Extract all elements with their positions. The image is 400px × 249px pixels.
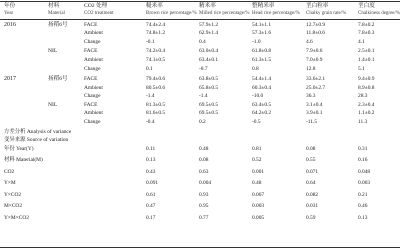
value-chalky-grain: 11.8±0.6 — [306, 30, 325, 36]
value-chalkiness: 2.5±0.1 — [358, 48, 375, 54]
header-chalkiness: 垩白度 Chalkiness degree/% — [358, 3, 400, 16]
value-chalky-grain: 3.1±0.4 — [306, 102, 323, 108]
co2-label: Ambient — [84, 85, 103, 91]
value-chalkiness: 9.4±0.9 — [358, 76, 375, 82]
anova-p-head-rice: 0.52 — [252, 157, 262, 163]
anova-p-chalkiness: 0.46 — [358, 203, 368, 209]
header-co2-treatment: CO2 处理 CO2 treatment — [84, 3, 114, 16]
anova-p-brown-rice: 0.11 — [146, 146, 156, 152]
anova-p-brown-rice: 0.43 — [146, 169, 156, 175]
value-chalky-grain: 7.9±0.6 — [306, 48, 323, 54]
value-milled-rice: 63.8±0.5 — [199, 76, 219, 82]
value-head-rice: 64.2±0.2 — [252, 110, 272, 116]
value-head-rice: 63.4±0.5 — [252, 102, 272, 108]
value-head-rice: -0.5 — [252, 119, 261, 125]
value-head-rice: 54.4±1.4 — [252, 76, 272, 82]
value-chalkiness: 7.8±0.2 — [358, 22, 375, 28]
value-head-rice: 57.3±1.6 — [252, 30, 272, 36]
co2-label: FACE — [84, 76, 98, 82]
value-chalky-grain: 4.6 — [306, 39, 313, 45]
value-milled-rice: -0.7 — [199, 66, 208, 72]
anova-p-brown-rice: 0.61 — [146, 192, 156, 198]
header-brown-rice: 糙米率 Brown rice percentage/% — [146, 3, 197, 16]
co2-label: Change — [84, 119, 101, 125]
co2-label: FACE — [84, 48, 98, 54]
co2-label: Change — [84, 39, 101, 45]
material-label: 扬稻6号 — [48, 76, 68, 82]
value-head-rice: -1.0 — [252, 39, 261, 45]
value-chalkiness: 8.9±0.8 — [358, 85, 375, 91]
value-head-rice: 0.8 — [252, 66, 259, 72]
anova-p-milled-rice: 0.95 — [199, 203, 209, 209]
top-rule — [0, 1, 400, 2]
anova-p-chalkiness: 0.21 — [358, 192, 368, 198]
value-milled-rice: 62.9±1.4 — [199, 30, 219, 36]
value-brown-rice: -0.4 — [146, 119, 155, 125]
value-milled-rice: 57.9±1.2 — [199, 22, 219, 28]
value-brown-rice: 74.2±0.4 — [146, 48, 166, 54]
anova-p-head-rice: 0.81 — [252, 146, 262, 152]
co2-label: FACE — [84, 22, 98, 28]
value-brown-rice: 81.3±0.5 — [146, 102, 166, 108]
value-chalkiness: 4.1 — [358, 39, 365, 45]
co2-label: FACE — [84, 102, 98, 108]
anova-p-milled-rice: 0.77 — [199, 215, 209, 221]
anova-p-chalky-grain: 0.071 — [306, 169, 319, 175]
anova-p-chalkiness: 0.16 — [358, 157, 368, 163]
anova-p-chalkiness: 0.13 — [358, 215, 368, 221]
header-head-rice: 整精米率 Head rice percentage/% — [252, 3, 300, 16]
value-milled-rice: 0.2 — [199, 119, 206, 125]
anova-p-chalkiness: 0.31 — [358, 146, 368, 152]
value-brown-rice: 80.5±0.6 — [146, 85, 166, 91]
material-label: 扬稻6号 — [48, 22, 68, 28]
value-brown-rice: 81.6±0.5 — [146, 110, 166, 116]
value-chalkiness: 1.1±0.2 — [358, 110, 375, 116]
value-chalkiness: 7.8±0.3 — [358, 30, 375, 36]
value-milled-rice: -1.4 — [199, 93, 208, 99]
value-chalkiness: 1.4±0.1 — [358, 57, 375, 63]
value-brown-rice: 74.1±0.5 — [146, 57, 166, 63]
co2-label: Ambient — [84, 57, 103, 63]
value-brown-rice: 74.4±2.4 — [146, 22, 166, 28]
value-brown-rice: 0.1 — [146, 66, 153, 72]
value-head-rice: 61.8±0.8 — [252, 48, 272, 54]
value-chalkiness: 5.1 — [358, 66, 365, 72]
value-milled-rice: 65.8±0.5 — [199, 85, 219, 91]
material-label: NIL — [48, 48, 58, 54]
anova-source: 年份 Year(Y) — [4, 146, 34, 152]
value-brown-rice: 74.8±1.2 — [146, 30, 166, 36]
co2-label: Ambient — [84, 30, 103, 36]
value-chalkiness: 11.3 — [358, 119, 368, 125]
value-milled-rice: 0.4 — [199, 39, 206, 45]
anova-source-label: 变异来源 Source of variation — [4, 137, 69, 143]
header-year: 年份 Year — [4, 3, 16, 16]
anova-p-milled-rice: 0.48 — [199, 146, 209, 152]
value-chalkiness: 28.3 — [358, 93, 368, 99]
value-chalky-grain: 3.9±0.1 — [306, 110, 323, 116]
anova-source: Y×M×CO2 — [4, 215, 29, 221]
anova-p-brown-rice: 0.17 — [146, 215, 156, 221]
anova-p-head-rice: 0.48 — [252, 180, 262, 186]
header-material: 材料 Material — [48, 3, 65, 16]
value-chalky-grain: 36.3 — [306, 93, 316, 99]
anova-p-chalky-grain: 0.59 — [306, 215, 316, 221]
anova-p-chalky-grain: 0.55 — [306, 157, 316, 163]
anova-p-milled-rice: 0.63 — [199, 169, 209, 175]
anova-source: Y×M — [4, 180, 16, 186]
value-brown-rice: -0.1 — [146, 39, 155, 45]
anova-source: Y×CO2 — [4, 192, 22, 198]
value-brown-rice: -1.4 — [146, 93, 155, 99]
anova-p-head-rice: 0.003 — [252, 203, 265, 209]
anova-p-chalky-grain: 0.64 — [306, 180, 316, 186]
bottom-rule — [0, 247, 400, 248]
co2-label: Change — [84, 66, 101, 72]
anova-p-milled-rice: 0.08 — [199, 157, 209, 163]
material-label: NIL — [48, 102, 58, 108]
year-label: 2016 — [4, 22, 16, 28]
anova-p-brown-rice: 0.47 — [146, 203, 156, 209]
value-brown-rice: 79.4±0.6 — [146, 76, 166, 82]
year-label: 2017 — [4, 76, 16, 82]
anova-p-chalky-grain: 0.08 — [306, 146, 316, 152]
value-chalky-grain: -11.5 — [306, 119, 318, 125]
value-milled-rice: 63.4±0.1 — [199, 57, 219, 63]
value-chalky-grain: 25.0±2.7 — [306, 85, 326, 91]
value-milled-rice: 69.5±0.5 — [199, 110, 219, 116]
header-chalky-grain: 垩白粒率 Chalky grain rate/% — [306, 3, 347, 16]
anova-p-head-rice: 0.005 — [252, 215, 265, 221]
value-chalkiness: 2.3±0.4 — [358, 102, 375, 108]
value-head-rice: -10.0 — [252, 93, 264, 99]
value-chalky-grain: 7.0±0.9 — [306, 57, 323, 63]
co2-label: Change — [84, 93, 101, 99]
value-head-rice: 54.1±1.1 — [252, 22, 272, 28]
anova-p-head-rice: 0.067 — [252, 192, 265, 198]
value-chalky-grain: 33.6±2.1 — [306, 76, 326, 82]
anova-p-chalkiness: 0.048 — [358, 169, 371, 175]
value-milled-rice: 69.5±0.5 — [199, 102, 219, 108]
anova-p-brown-rice: 0.13 — [146, 157, 156, 163]
value-milled-rice: 63.0±0.4 — [199, 48, 219, 54]
anova-source: CO2 — [4, 169, 15, 175]
anova-p-chalky-grain: 0.031 — [306, 203, 319, 209]
anova-p-milled-rice: 0.93 — [199, 192, 209, 198]
anova-title: 方差分析 Analysis of variance — [4, 129, 72, 135]
header-milled-rice: 精米率 Milled rice percentage/% — [199, 3, 250, 16]
anova-p-chalky-grain: 0.082 — [306, 192, 319, 198]
value-chalky-grain: 12.8 — [306, 66, 316, 72]
anova-source: 材料 Material(M) — [4, 157, 43, 163]
anova-p-brown-rice: 0.091 — [146, 180, 159, 186]
anova-p-head-rice: 0.001 — [252, 169, 265, 175]
value-chalky-grain: 12.7±0.9 — [306, 22, 326, 28]
co2-label: Ambient — [84, 110, 103, 116]
value-head-rice: 60.3±0.4 — [252, 85, 272, 91]
anova-p-milled-rice: 0.004 — [199, 180, 212, 186]
anova-p-chalkiness: 0.003 — [358, 180, 371, 186]
header-rule — [0, 19, 400, 20]
anova-source: M×CO2 — [4, 203, 23, 209]
value-head-rice: 61.3±1.5 — [252, 57, 272, 63]
